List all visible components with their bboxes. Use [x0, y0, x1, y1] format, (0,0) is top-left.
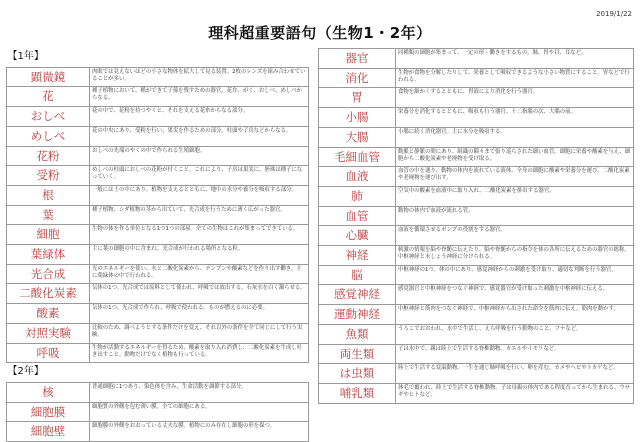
vocab-definition: 陸上で生活する変温動物。一生を通じ肺呼吸を行い、卵を産む。カメやヘビやトカゲなど。 — [396, 364, 634, 384]
vocab-definition: 動脈と静脈の間にあり、組織の隅々まで張り巡らされた細い血管。細胞に栄養や酸素を与え、細胞から二酸化炭素や老廃物を受け取る。 — [396, 147, 634, 167]
vocab-definition: 空気中の酸素を血液中に取り入れ、二酸化炭素を排出する器官。 — [396, 186, 634, 206]
vocab-row — [319, 364, 634, 384]
vocab-row — [7, 264, 309, 284]
vocab-row — [319, 68, 634, 88]
vocab-definition: 比較のため、調べようとする条件だけを変え、それ以外の条件を全て同じにして行う実験。 — [90, 323, 309, 343]
vocab-term: 毛細血管 — [319, 147, 396, 167]
vocab-definition: うろこでおおわれ、水中で生活し、えら呼吸を行う動物のこと。フナなど。 — [396, 324, 634, 344]
vocab-row — [7, 225, 309, 245]
left-column — [6, 48, 309, 442]
vocab-definition: 中枢神経の1つ。体の中にあり、感覚神経からの刺激を受け取り、適切な判断を行う器官。 — [396, 265, 634, 285]
vocab-term: 酸素 — [7, 304, 90, 324]
vocab-row — [7, 67, 309, 87]
vocab-definition: 体毛で覆われ、陸上で生活する脊椎動物。子は母親の体内である程度育ってから生まれる。ウサギやヒトなど。 — [396, 383, 634, 403]
vocab-row — [7, 422, 309, 442]
vocab-row — [7, 185, 309, 205]
vocab-definition: 血管の中を通り、動物の体内を流れている液体。全身の細胞に酸素や栄養分を運び、二酸化炭素や老廃物を運び出す。 — [396, 167, 634, 187]
vocab-definition: 中枢神経と筋肉をつなぐ神経で、中枢神経から出された命令を筋肉に伝え、筋肉を動かす。 — [396, 305, 634, 325]
vocab-definition: 一般には土の中にあり、植物を支えるとともに、地中の水分や養分を吸収する部分。 — [90, 185, 309, 205]
right-column — [318, 48, 634, 404]
vocab-row — [319, 206, 634, 226]
vocab-term: 大腸 — [319, 127, 396, 147]
vocab-term: 脳 — [319, 265, 396, 285]
vocab-row — [7, 166, 309, 186]
vocab-row — [319, 88, 634, 108]
vocab-row — [7, 343, 309, 363]
vocab-definition: 花の中で、花粉を持つやくと、それを支える花糸からなる部分。 — [90, 107, 309, 127]
vocab-term: 二酸化炭素 — [7, 284, 90, 304]
vocab-term: 血管 — [319, 206, 396, 226]
vocab-definition: 種子植物、シダ植物の茎から出ていて、光合成を行うために薄く広がった器官。 — [90, 205, 309, 225]
vocab-definition: 主に葉の細胞の中に含まれ、光合成が行われる場所となる粒。 — [90, 245, 309, 265]
vocab-definition: おしべの先端のやくの中で作られる生殖細胞。 — [90, 146, 309, 166]
vocab-row — [7, 107, 309, 127]
vocab-definition: 花の中央にあり、受粉を行い、果実を作るための部分。柱頭や子房などからなる。 — [90, 126, 309, 146]
vocab-definition: 子は水中で、親は陸上で生活する脊椎動物。カエルやイモリなど。 — [396, 344, 634, 364]
vocab-term: 消化 — [319, 68, 396, 88]
vocab-row — [319, 49, 634, 69]
vocab-term: 血液 — [319, 167, 396, 187]
vocab-term: おしべ — [7, 107, 90, 127]
vocab-definition: 刺激の情報を脳や脊髄に伝えたり、脳や脊髄からの指令を体の各所に伝えるための器官の総称。中枢神経と末しょう神経に分けられる。 — [396, 246, 634, 266]
vocab-definition: 光のエネルギーを使い、水と二酸化炭素から、デンプンや酸素などを作り出す働き。主に葉緑体の中で行われる。 — [90, 264, 309, 284]
vocab-term: 器官 — [319, 49, 396, 69]
vocab-row — [7, 205, 309, 225]
vocab-definition: 普通細胞に1つあり、染色体を含み、生命活動を調節する部分。 — [90, 382, 309, 402]
vocab-definition: 動物の体内で血液が流れる管。 — [396, 206, 634, 226]
vocab-definition: 生物が活動するエネルギーを得るため、酸素を取り入れ消費し、二酸化炭素を生成し吐き出すこと。動物だけでなく植物も行っている。 — [90, 343, 309, 363]
vocab-row — [7, 126, 309, 146]
vocab-definition: 生物の体を作る単位となる1つ1つの部屋。全ての生物はこれが集まってできている。 — [90, 225, 309, 245]
vocab-definition: 生物が食物を分解したりして、栄養として吸収できるような小さい物質にすること。胃などで行われる。 — [396, 68, 634, 88]
vocab-row — [7, 284, 309, 304]
section-heading: 【1年】 — [7, 51, 44, 62]
vocab-row — [7, 146, 309, 166]
vocab-definition: 肉眼では見えないほどの小さな物体を拡大して見る装置。2枚のレンズを組み合わせていることが多い。 — [90, 67, 309, 87]
vocab-definition: 気体の1つ。光合成では原料として使われ、呼吸では放出する。石灰水を白く濁らせる。 — [90, 284, 309, 304]
vocab-row — [319, 305, 634, 325]
vocab-term: 細胞膜 — [7, 402, 90, 422]
vocab-term: 神経 — [319, 246, 396, 266]
vocab-term: 対照実験 — [7, 323, 90, 343]
vocab-term: 葉緑体 — [7, 245, 90, 265]
vocab-row — [7, 304, 309, 324]
vocab-row — [319, 285, 634, 305]
vocab-definition: 気体の1つ。光合成で作られ、呼吸で使われる。ものが燃えるのに必要。 — [90, 304, 309, 324]
vocab-row — [319, 147, 634, 167]
vocab-term: 光合成 — [7, 264, 90, 284]
vocab-row — [319, 344, 634, 364]
vocab-row — [7, 402, 309, 422]
vocab-term: 花粉 — [7, 146, 90, 166]
page-title: 理科超重要語句（生物1・2年） — [208, 24, 432, 42]
vocab-term: 小腸 — [319, 108, 396, 128]
vocab-definition: 血液を循環させるポンプの役割をする器官。 — [396, 226, 634, 246]
vocab-term: 核 — [7, 382, 90, 402]
section-row — [7, 363, 309, 383]
section-row — [7, 48, 309, 67]
vocab-row — [319, 127, 634, 147]
vocab-row — [319, 246, 634, 266]
vocab-row — [7, 382, 309, 402]
vocab-term: 心臓 — [319, 226, 396, 246]
vocab-term: 葉 — [7, 205, 90, 225]
vocab-term: 呼吸 — [7, 343, 90, 363]
vocab-term: 両生類 — [319, 344, 396, 364]
vocab-term: めしべ — [7, 126, 90, 146]
vocab-definition: 小腸に続く消化器官。主に水分を吸収する。 — [396, 127, 634, 147]
vocab-term: 受粉 — [7, 166, 90, 186]
vocab-term: 感覚神経 — [319, 285, 396, 305]
vocab-definition: 細胞質の外側を包む薄い膜。全ての細胞にある。 — [90, 402, 309, 422]
vocab-term: 顕微鏡 — [7, 67, 90, 87]
vocab-term: 胃 — [319, 88, 396, 108]
vocab-term: 細胞 — [7, 225, 90, 245]
vocab-table-right — [318, 48, 634, 404]
vocab-term: は虫類 — [319, 364, 396, 384]
vocab-row — [7, 245, 309, 265]
vocab-definition: 種子植物において、種ができて子孫を残すための器官。花弁、がく、おしべ、めしべからなる。 — [90, 87, 309, 107]
vocab-definition: 細胞膜の外側をおおっている丈夫な膜。植物にのみ存在し細胞の形を保つ。 — [90, 422, 309, 442]
vocab-row — [7, 87, 309, 107]
vocab-row — [319, 167, 634, 187]
vocab-term: 細胞壁 — [7, 422, 90, 442]
vocab-term: 根 — [7, 185, 90, 205]
vocab-definition: めしべの柱頭におしべの花粉が付くこと。これにより、子房は果実に、胚珠は種子になっていく。 — [90, 166, 309, 186]
vocab-definition: 食物を細かくするとともに、胃液により消化を行う器官。 — [396, 88, 634, 108]
vocab-term: 肺 — [319, 186, 396, 206]
vocab-row — [319, 226, 634, 246]
vocab-term: 哺乳類 — [319, 383, 396, 403]
vocab-term: 花 — [7, 87, 90, 107]
vocab-term: 運動神経 — [319, 305, 396, 325]
vocab-row — [319, 383, 634, 403]
vocab-row — [319, 186, 634, 206]
section-heading: 【2年】 — [7, 366, 44, 378]
vocab-row — [319, 108, 634, 128]
vocab-definition: 栄養分を消化するとともに、吸収も行う器官。十二指腸の次、大腸の前。 — [396, 108, 634, 128]
vocab-definition: 感覚器官と中枢神経をつなぐ神経で、感覚器官が受け取った刺激を中枢神経に伝える。 — [396, 285, 634, 305]
vocab-definition: 同種類の細胞が集まって、一定の形・働きをするもの。肺、胃や目、耳など。 — [396, 49, 634, 69]
date-label: 2019/1/22 — [596, 10, 632, 18]
vocab-term: 魚類 — [319, 324, 396, 344]
vocab-row — [319, 265, 634, 285]
vocab-row — [7, 323, 309, 343]
vocab-row — [319, 324, 634, 344]
vocab-table-left — [6, 48, 309, 442]
